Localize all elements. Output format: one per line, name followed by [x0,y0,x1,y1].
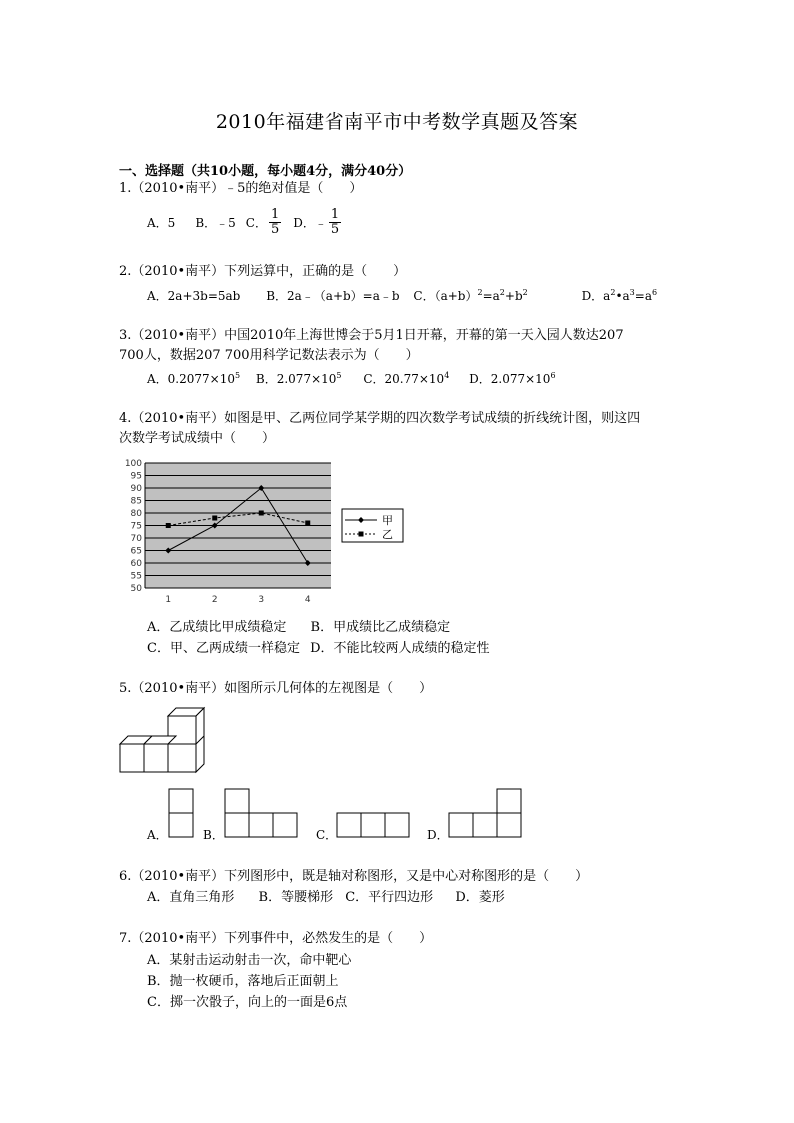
q1-stem: 1.（2010•南平）﹣5的绝对值是（ ） [119,181,363,196]
q3-stem-line1: 3.（2010•南平）中国2010年上海世博会于5月1日开幕，开幕的第一天入园人数达207 [119,328,624,343]
square-cell [169,789,193,813]
q5-option-b-label: B． [203,828,224,842]
line-chart [115,457,415,607]
q1-option-a: A．5 [147,215,176,230]
data-point-yi [166,523,171,528]
q1-option-b: B．﹣5 [195,215,236,230]
y-tick-label: 75 [130,521,142,532]
q1-options [147,204,343,240]
q4-option-a: A．乙成绩比甲成绩稳定 [147,620,287,635]
square-cell [449,813,473,837]
q2-option-a: A．2a+3b=5ab [147,289,241,303]
square-cell [473,813,497,837]
q5-option-c-label: C． [316,828,338,842]
q4-stem-line2: 次数学考试成绩中（ ） [119,431,276,446]
q7-option-a: A．某射击运动射击一次，命中靶心 [147,953,352,968]
q1-option-d: D．﹣ [293,215,327,230]
square-cell [385,813,409,837]
square-cell [225,789,249,813]
q6-option-c: C．平行四边形 [345,890,434,905]
square-cell [225,813,249,837]
square-cell [169,813,193,837]
legend-box [342,509,403,542]
fraction-denominator: 5 [270,221,280,237]
q4-options-row2 [147,641,490,657]
square-cell [273,813,297,837]
q2-stem: 2.（2010•南平）下列运算中，正确的是（ ） [119,264,407,279]
q4-option-c: C．甲、乙两成绩一样稳定 [147,641,300,656]
section-heading: 一、选择题（共10小题，每小题4分，满分40分） [119,164,412,179]
q4-options-row1 [147,620,450,636]
square-cell [497,789,521,813]
cube-front [168,744,196,772]
q7-option-b: B．抛一枚硬币，落地后正面朝上 [147,974,339,989]
fraction-numerator: 1 [270,206,280,222]
legend-marker-square [359,532,364,537]
fraction-numerator: 1 [330,206,340,222]
y-tick-label: 95 [130,471,142,482]
x-tick-label: 4 [304,595,311,605]
q3-option-b: B．$2.077\times 10^5$ [255,371,342,386]
square-cell [337,813,361,837]
data-point-yi [259,511,264,516]
q5-option-b-figure [224,788,300,838]
q1-option-d-fraction [329,208,341,237]
q3-option-a: A．$0.2077\times 10^5$ [147,371,241,386]
y-tick-label: 85 [130,496,142,507]
q2-option-b: B．2a﹣（a+b）=a﹣b [266,289,400,303]
q4-option-d: D．不能比较两人成绩的稳定性 [310,641,490,656]
q6-stem: 6.（2010•南平）下列图形中，既是轴对称图形，又是中心对称图形的是（ ） [119,869,589,884]
x-tick-label: 3 [258,595,265,605]
q5-option-a-label: A． [147,828,168,842]
x-tick-label: 1 [165,595,172,605]
fraction-denominator: 5 [330,221,340,237]
q6-option-b: B．等腰梯形 [258,890,334,905]
q7-stem: 7.（2010•南平）下列事件中，必然发生的是（ ） [119,931,433,946]
q2-option-c: C．$(a+b)^2=a^2+b^2$ [413,288,528,303]
q5-option-d-label: D． [427,828,449,842]
y-tick-label: 60 [130,559,142,569]
y-tick-label: 90 [130,484,142,494]
data-point-yi [212,516,217,521]
q3-option-c: C．$20.77\times 10^4$ [363,371,450,386]
q6-option-d: D．菱形 [455,890,505,905]
legend-label-jia: 甲 [382,514,393,527]
q2-option-d: D．$a^2•a^3=a^6$ [581,288,658,303]
square-cell [249,813,273,837]
q5-option-c-figure [336,812,412,838]
q2-options [147,287,657,304]
y-tick-label: 55 [130,571,142,582]
q1-option-c: C． [245,215,267,230]
q5-stem: 5.（2010•南平）如图所示几何体的左视图是（ ） [119,681,433,696]
square-cell [361,813,385,837]
page-title: 2010年福建省南平市中考数学真题及答案 [215,111,579,133]
x-tick-label: 2 [211,595,218,605]
q5-option-a-figure [168,788,195,838]
q6-options [147,890,505,906]
q4-option-b: B．甲成绩比乙成绩稳定 [310,620,451,635]
y-tick-label: 100 [124,459,142,469]
q4-stem-line1: 4.（2010•南平）如图是甲、乙两位同学某学期的四次数学考试成绩的折线统计图，则这四 [119,411,641,426]
q6-option-a: A．直角三角形 [147,890,235,905]
y-tick-label: 65 [130,546,142,557]
cube-front [120,744,144,772]
q1-option-c-fraction [269,208,281,237]
square-cell [497,813,521,837]
q5-option-d-figure [448,788,524,838]
solid-figure [118,706,210,776]
y-tick-label: 80 [130,509,142,519]
q3-options [147,370,556,387]
cube-front [144,744,168,772]
data-point-yi [305,521,310,526]
legend-label-yi: 乙 [382,528,393,541]
y-tick-label: 70 [130,534,142,544]
q7-option-c: C．掷一次骰子，向上的一面是6点 [147,995,348,1010]
y-tick-label: 50 [130,584,142,594]
q3-option-d: D．$2.077\times 10^6$ [469,371,556,386]
q3-stem-line2: 700人，数据207 700用科学记数法表示为（ ） [119,348,419,363]
